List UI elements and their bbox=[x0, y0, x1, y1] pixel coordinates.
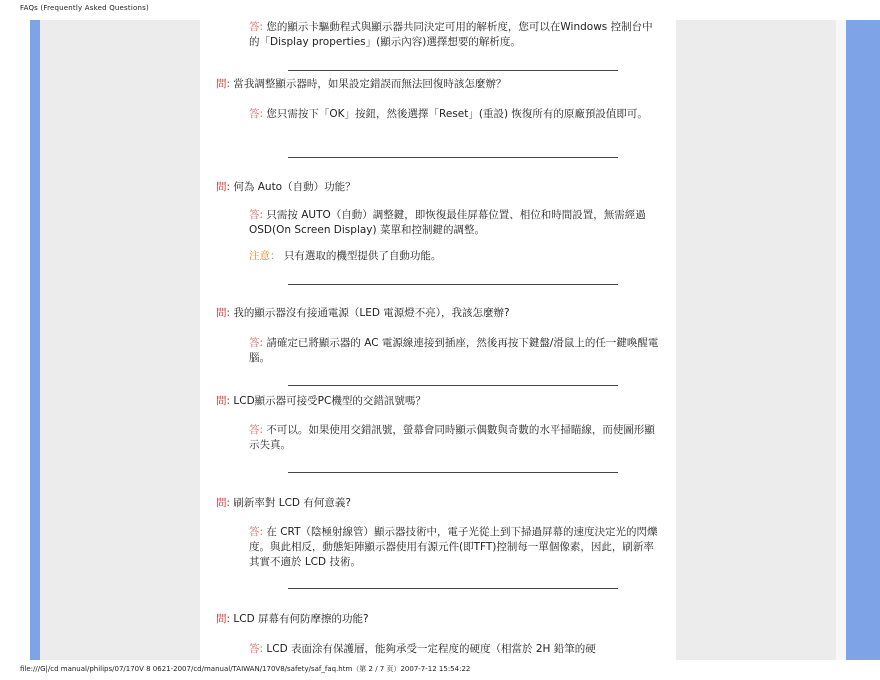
answer-text: 您只需按下「OK」按鈕，然後選擇「Reset」(重設) 恢復所有的原廠預設值即可。 bbox=[266, 108, 648, 120]
answer-text: 您的顯示卡驅動程式與顯示器共同決定可用的解析度，您可以在Windows 控制台中的「Display properties」(顯示內容)選擇想要的解析度。 bbox=[249, 21, 653, 48]
file-path-footer: file:///G|/cd manual/philips/07/170V 8 0621-2007/cd/manual/TAIWAN/170V8/safety/saf_faq.htm（第 2 / 7 页）2007-7-12 15:54:22 bbox=[20, 665, 471, 673]
question-text: LCD 屏幕有何防摩擦的功能? bbox=[233, 613, 369, 625]
answer-text: 在 CRT（陰極射線管）顯示器技術中，電子光從上到下掃過屏幕的速度決定光的閃爍度。與此相反，動態矩陣顯示器使用有源元件(即TFT)控制每一單個像素，因此，刷新率其實不適於 LCD 技術。 bbox=[249, 526, 658, 568]
answer-text: 不可以。如果使用交錯訊號，螢幕會同時顯示偶數與奇數的水平掃瞄線，而使圖形顯示失真。 bbox=[249, 424, 655, 451]
answer-label: 答: bbox=[249, 209, 264, 221]
question-2 bbox=[216, 180, 662, 195]
question-3 bbox=[216, 306, 662, 321]
right-frame-panel bbox=[676, 20, 836, 660]
answer-text: 請確定已將顯示器的 AC 電源線連接到插座，然後再按下鍵盤/滑鼠上的任一鍵喚醒電腦。 bbox=[249, 337, 659, 364]
answer-label: 答: bbox=[249, 424, 264, 436]
answer-2 bbox=[249, 208, 662, 238]
question-text: LCD顯示器可接受PC機型的交錯訊號嗎？ bbox=[233, 395, 426, 407]
answer-3 bbox=[249, 336, 662, 366]
answer-5 bbox=[249, 525, 662, 570]
right-frame-bar bbox=[846, 20, 880, 660]
divider bbox=[288, 385, 618, 386]
answer-label: 答: bbox=[249, 337, 264, 349]
left-frame-bar bbox=[30, 20, 40, 660]
note-text: 只有選取的機型提供了自動功能。 bbox=[283, 250, 442, 262]
answer-4 bbox=[249, 423, 662, 453]
question-label: 問: bbox=[216, 613, 231, 625]
question-label: 問: bbox=[216, 78, 231, 90]
question-4 bbox=[216, 394, 662, 409]
question-label: 問: bbox=[216, 181, 231, 193]
question-label: 問: bbox=[216, 497, 231, 509]
left-frame-panel bbox=[40, 20, 200, 660]
divider bbox=[288, 588, 618, 589]
divider bbox=[288, 157, 618, 158]
answer-text: LCD 表面涂有保護層，能夠承受一定程度的硬度（相當於 2H 鉛筆的硬 bbox=[266, 643, 596, 655]
question-label: 問: bbox=[216, 395, 231, 407]
question-5 bbox=[216, 496, 662, 511]
answer-label: 答: bbox=[249, 643, 264, 655]
page-title: FAQs (Frequently Asked Questions) bbox=[20, 4, 149, 12]
divider bbox=[288, 472, 618, 473]
answer-6 bbox=[249, 642, 662, 657]
divider bbox=[288, 284, 618, 285]
answer-text: 只需按 AUTO（自動）調整鍵，即恢復最佳屏幕位置、相位和時間設置，無需經過 OSD(On Screen Display) 菜單和控制鍵的調整。 bbox=[249, 209, 646, 236]
note-2 bbox=[249, 249, 662, 264]
answer-label: 答: bbox=[249, 108, 264, 120]
question-label: 問: bbox=[216, 307, 231, 319]
question-text: 當我調整顯示器時，如果設定錯誤而無法回復時該怎麼辦？ bbox=[233, 78, 507, 90]
divider bbox=[288, 70, 618, 71]
question-text: 刷新率對 LCD 有何意義? bbox=[233, 497, 351, 509]
answer-0 bbox=[249, 20, 662, 50]
question-1 bbox=[216, 77, 662, 92]
answer-label: 答: bbox=[249, 526, 264, 538]
question-text: 我的顯示器沒有接通電源（LED 電源燈不亮），我該怎麼辦? bbox=[233, 307, 510, 319]
note-label: 注意： bbox=[249, 250, 281, 262]
right-frame-gap bbox=[836, 20, 846, 660]
question-6 bbox=[216, 612, 662, 627]
question-text: 何為 Auto（自動）功能？ bbox=[233, 181, 356, 193]
answer-label: 答: bbox=[249, 21, 264, 33]
answer-1 bbox=[249, 107, 662, 122]
